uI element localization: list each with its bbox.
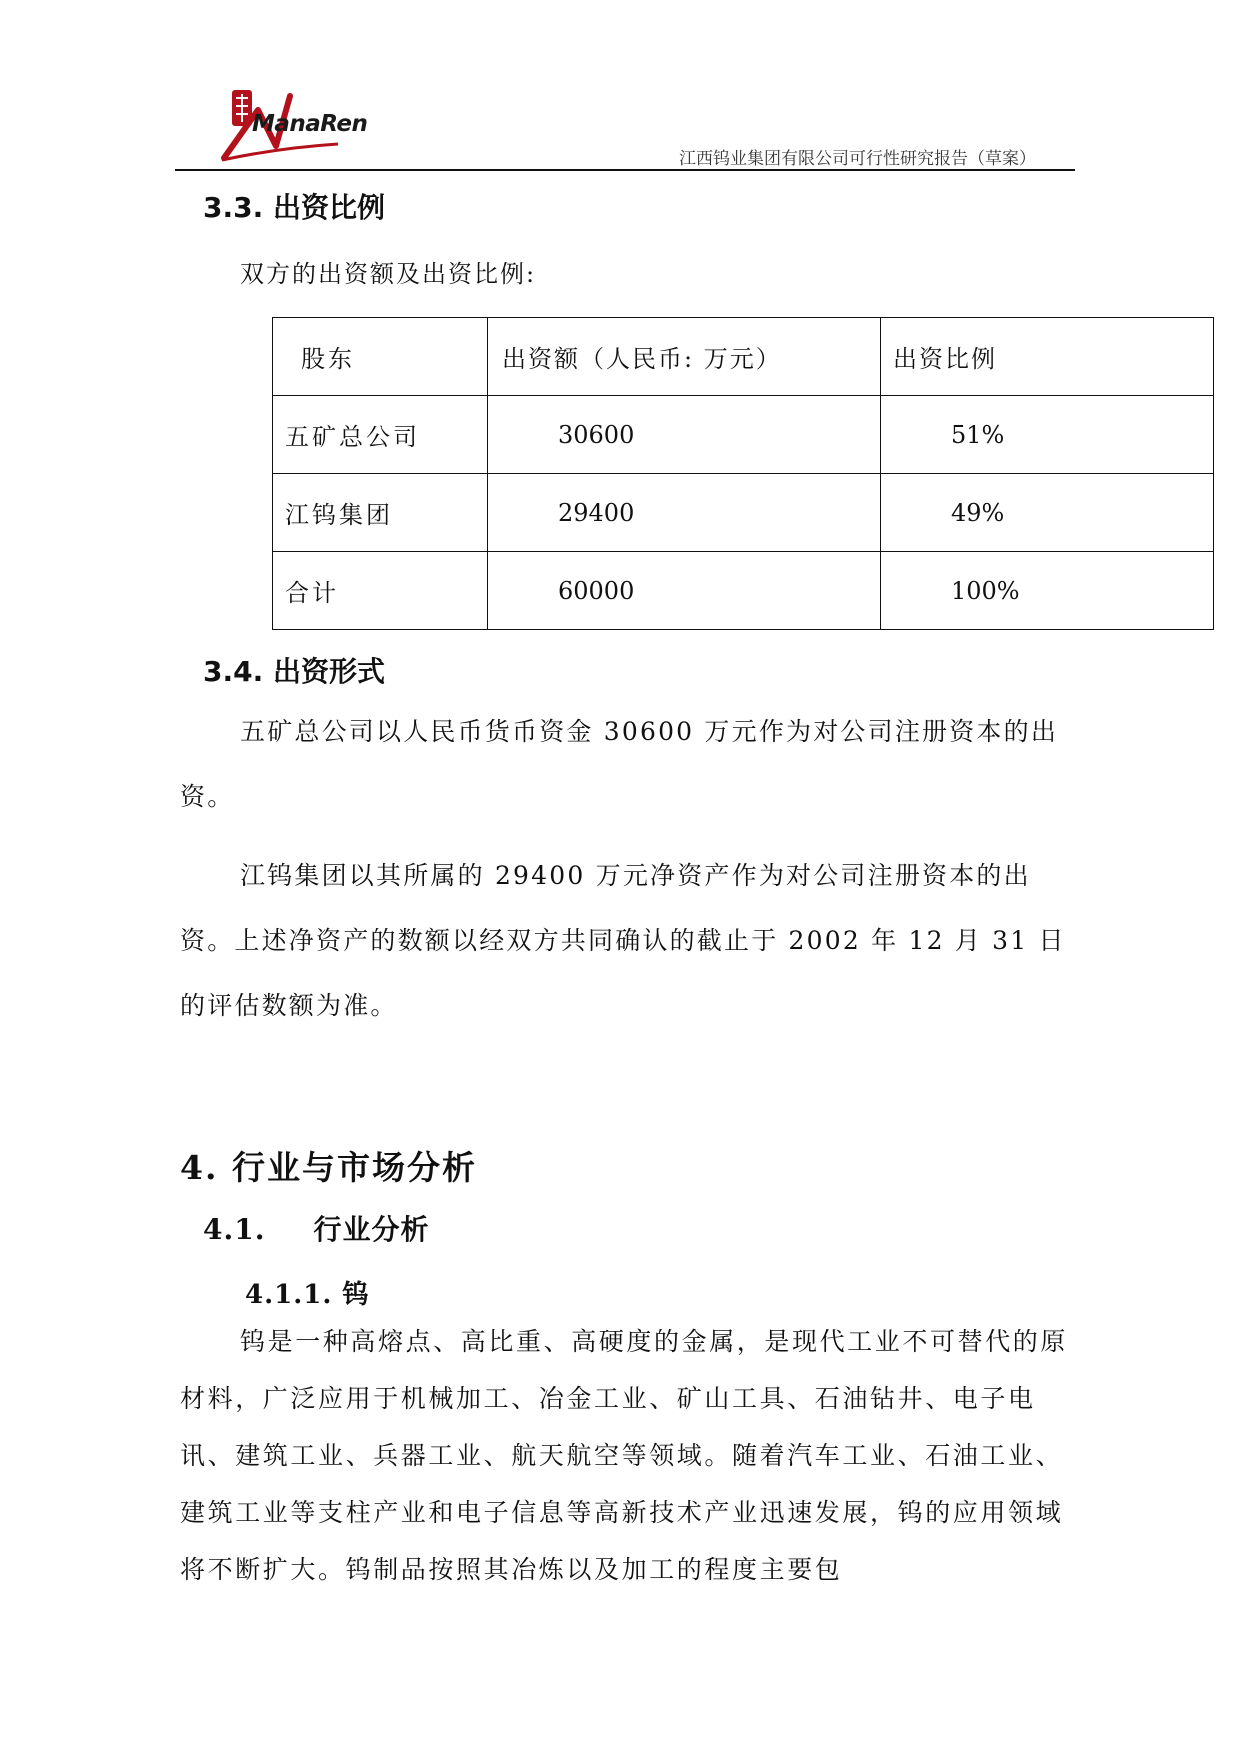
- paragraph: 五矿总公司以人民币货币资金 30600 万元作为对公司注册资本的出资。: [180, 717, 1059, 811]
- header-divider: [175, 169, 1075, 171]
- table-intro-text: 双方的出资额及出资比例:: [240, 260, 537, 288]
- table-row: [273, 396, 1214, 474]
- cell-shareholder: 五矿总公司: [273, 396, 488, 474]
- cell-ratio: 51%: [881, 396, 1214, 474]
- cell-shareholder: 江钨集团: [273, 474, 488, 552]
- paragraph: 钨是一种高熔点、高比重、高硬度的金属，是现代工业不可替代的原材料，广泛应用于机械加工、冶金工业、矿山工具、石油钻井、电子电讯、建筑工业、兵器工业、航天航空等领域。随着汽车工业、石油工业、建筑工业等支柱产业和电子信息等高新技术产业迅速发展，钨的应用领域将不断扩大。钨制品按照其冶炼以及加工的程度主要包: [180, 1327, 1069, 1584]
- cell-ratio: 49%: [881, 474, 1214, 552]
- section-4-1-heading: [203, 1208, 429, 1248]
- cell-amount: 60000: [488, 552, 881, 630]
- section-3-4-heading: [203, 650, 385, 690]
- section-title: 出资形式: [273, 655, 386, 688]
- cell-ratio: 100%: [881, 552, 1214, 630]
- capital-contribution-table: [272, 317, 1214, 630]
- section-number: 4.1.: [203, 1213, 266, 1246]
- section-number: 4.1.1.: [245, 1280, 333, 1310]
- section-title: 出资比例: [273, 191, 386, 224]
- cell-amount: 29400: [488, 474, 881, 552]
- section-number: 3.3.: [203, 191, 264, 224]
- document-header-title: 江西钨业集团有限公司可行性研究报告（草案）: [679, 149, 1036, 169]
- header-cell-shareholder: 股东: [273, 318, 488, 396]
- table-row: [273, 474, 1214, 552]
- paragraph: 江钨集团以其所属的 29400 万元净资产作为对公司注册资本的出资。上述净资产的数额以经双方共同确认的截止于 2002 年 12 月 31 日的评估数额为准。: [180, 861, 1066, 1020]
- section-title: 钨: [342, 1280, 370, 1310]
- cell-shareholder: 合计: [273, 552, 488, 630]
- section-number: 3.4.: [203, 655, 264, 688]
- section-title: 行业分析: [313, 1213, 430, 1246]
- table-header-row: [273, 318, 1214, 396]
- table-row-total: [273, 552, 1214, 630]
- cell-amount: 30600: [488, 396, 881, 474]
- logo-text: ManaRen: [252, 111, 368, 137]
- section-4-heading: [180, 1142, 477, 1189]
- section-number: 4.: [180, 1148, 219, 1187]
- header-cell-ratio: 出资比例: [881, 318, 1214, 396]
- section-3-3-heading: [203, 186, 385, 226]
- section-4-1-1-heading: [245, 1274, 370, 1311]
- header-cell-amount: 出资额（人民币: 万元）: [488, 318, 881, 396]
- section-title: 行业与市场分析: [231, 1148, 477, 1187]
